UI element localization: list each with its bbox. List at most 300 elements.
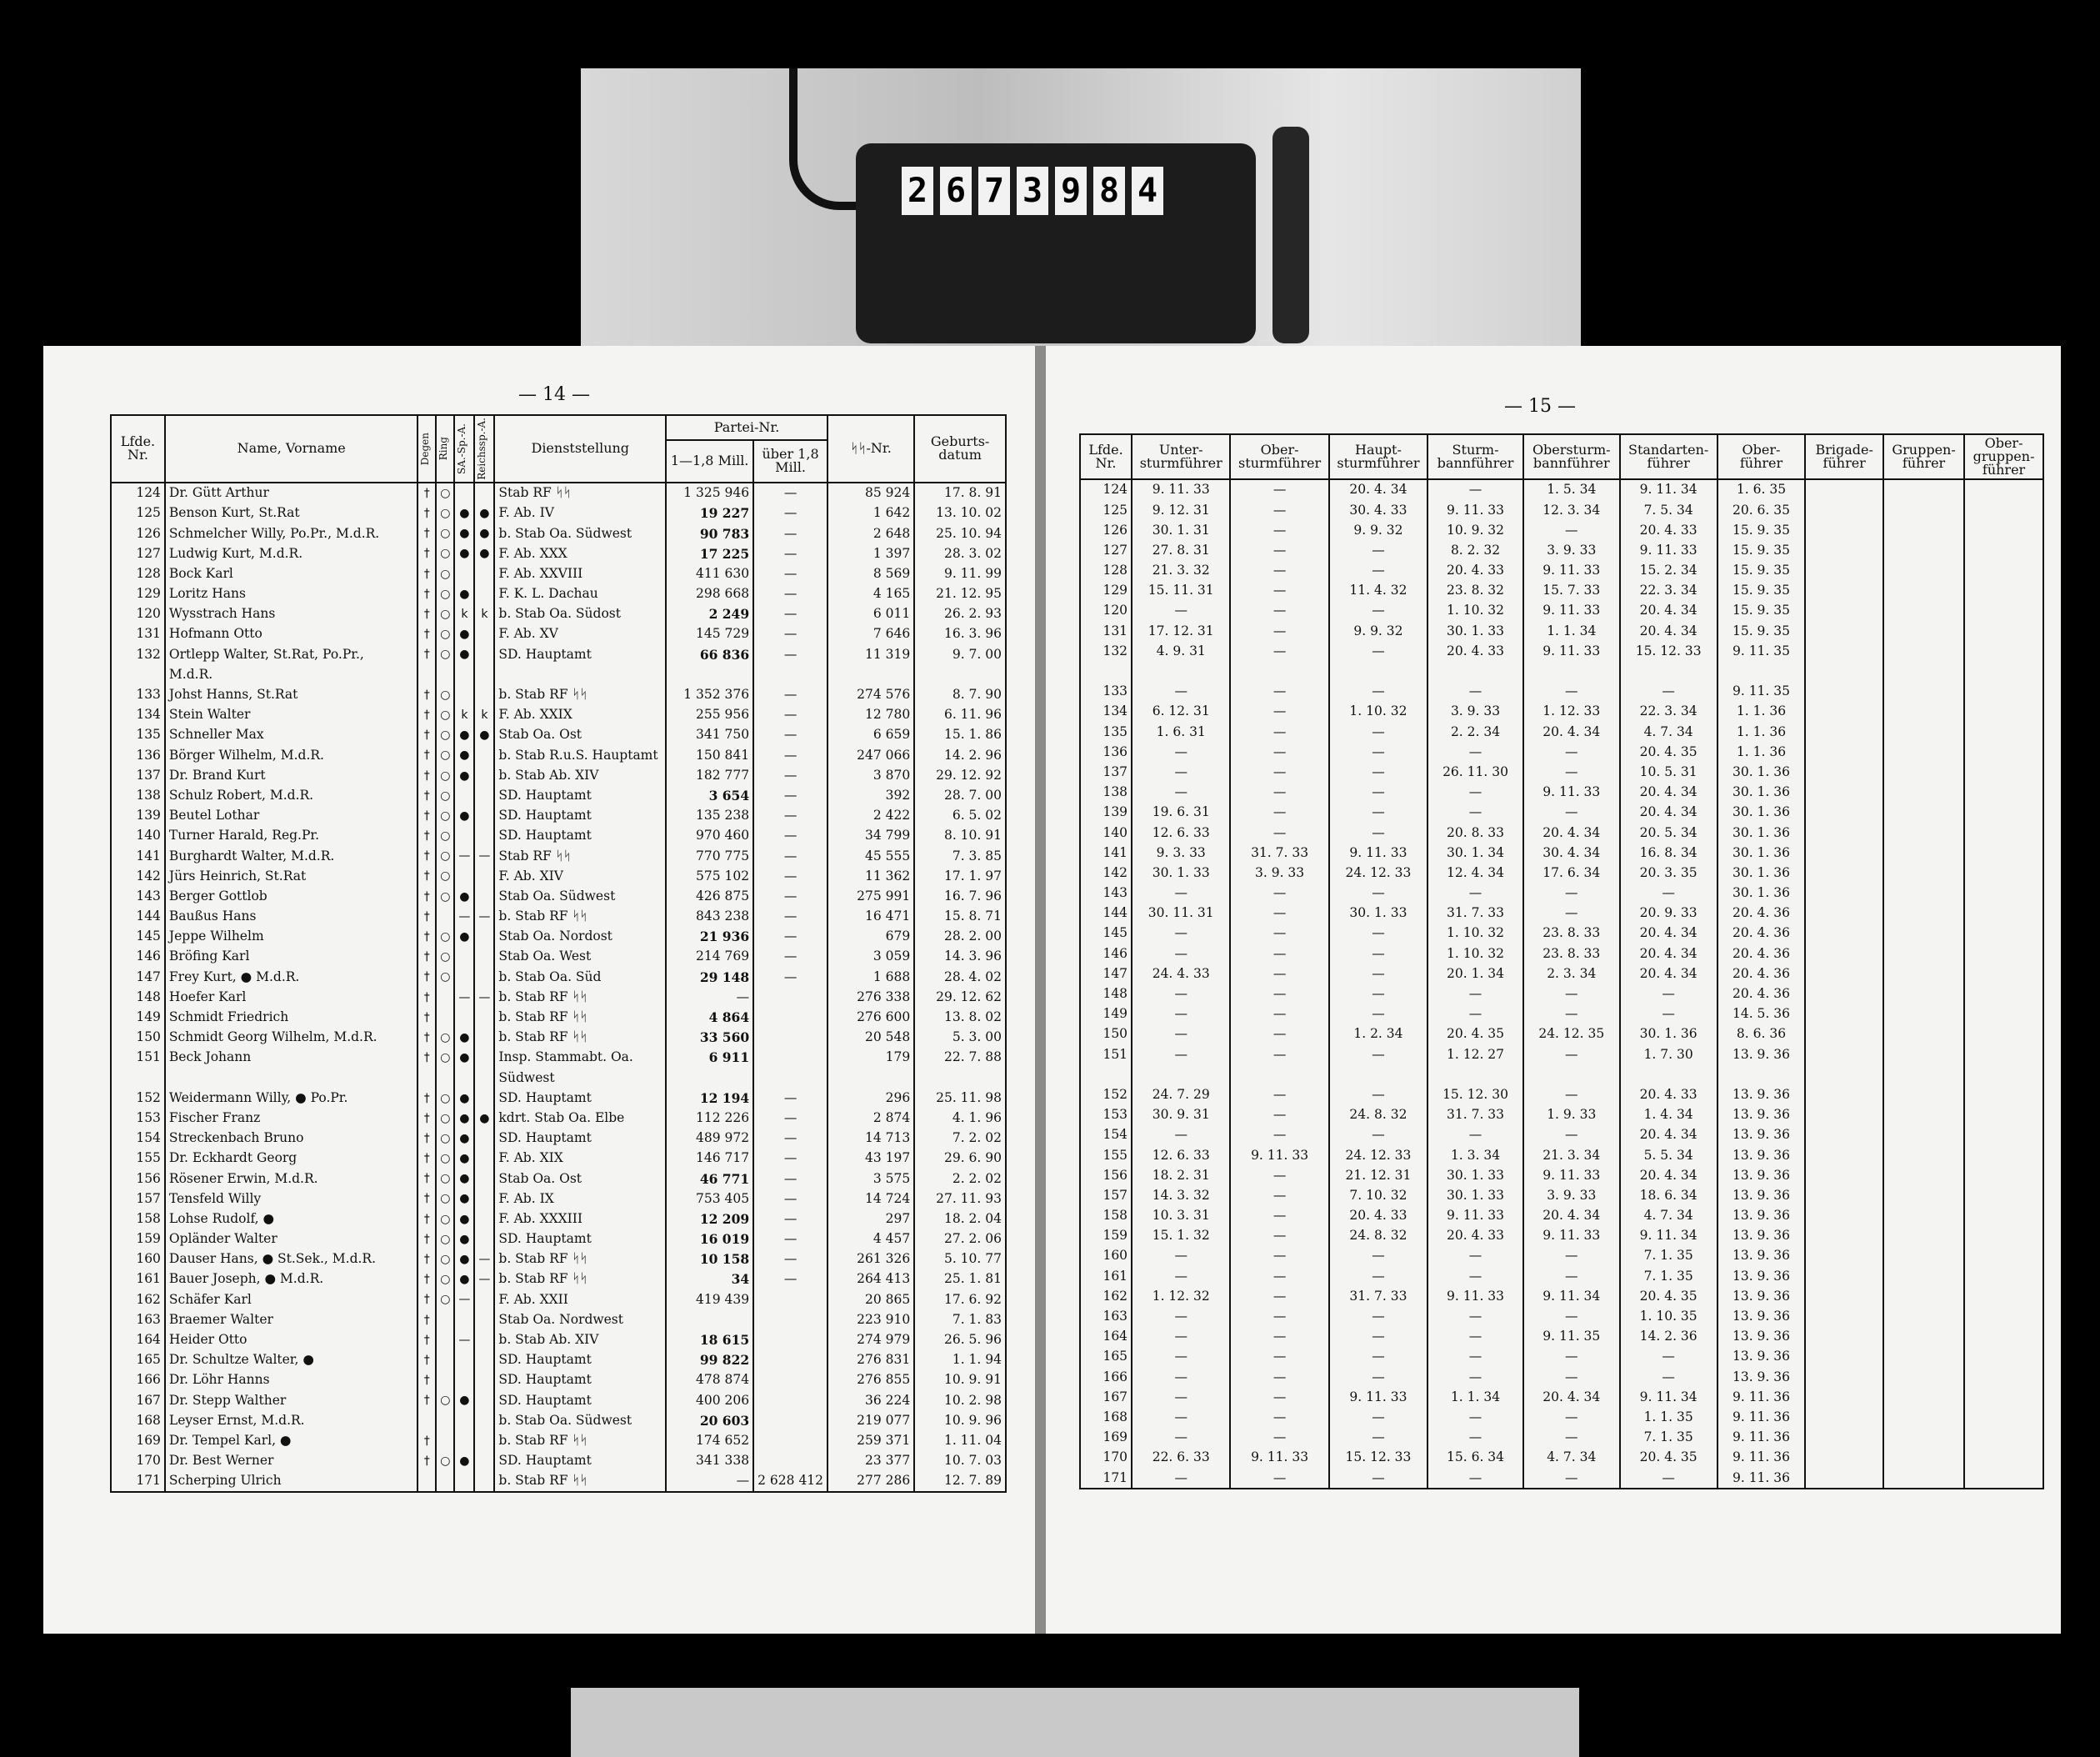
rank-date: [1805, 702, 1883, 722]
dienststellung: F. Ab. XXVIII: [494, 564, 666, 584]
partei-nr-a: 12 194: [666, 1088, 753, 1108]
partei-nr-b: —: [753, 967, 828, 987]
dienststellung: b. Stab RF ᛋᛋ: [494, 1249, 666, 1269]
rank-date: 20. 4. 34: [1620, 924, 1718, 944]
sa-mark: [454, 483, 474, 503]
ring-mark: ○: [436, 1209, 454, 1229]
lfd-nr: 155: [111, 1149, 165, 1169]
partei-nr-a: 3 654: [666, 786, 753, 806]
lfd-nr: [1080, 1064, 1132, 1084]
degen-mark: †: [418, 826, 436, 846]
sa-mark: [454, 1350, 474, 1370]
partei-nr-a: 843 238: [666, 907, 753, 927]
ss-nr: 1 642: [828, 503, 914, 523]
rank-date: —: [1329, 561, 1428, 581]
partei-nr-b: —: [753, 826, 828, 846]
ss-nr: 276 600: [828, 1008, 914, 1028]
ring-mark: ○: [436, 1028, 454, 1048]
reich-mark: [474, 664, 494, 684]
rank-date: —: [1428, 1327, 1523, 1347]
ss-nr: 247 066: [828, 745, 914, 765]
rank-date: —: [1230, 1105, 1328, 1125]
geburtsdatum: [914, 1068, 1006, 1088]
person-name: Bröfing Karl: [165, 947, 418, 967]
ss-nr: 85 924: [828, 483, 914, 503]
rank-date: [1805, 1246, 1883, 1266]
partei-nr-a: 575 102: [666, 866, 753, 886]
degen-mark: [418, 664, 436, 684]
header-reich: Reichssp.-A.: [476, 418, 488, 480]
counter-digit: 4: [1132, 167, 1163, 215]
partei-nr-a: 298 668: [666, 584, 753, 604]
partei-nr-b: —: [753, 584, 828, 604]
sa-mark: k: [454, 705, 474, 725]
dienststellung: SD. Hauptamt: [494, 1390, 666, 1410]
table-row: [111, 826, 1006, 846]
sa-mark: ●: [454, 1109, 474, 1129]
rank-date: —: [1230, 823, 1328, 843]
ring-mark: [436, 907, 454, 927]
rank-date: [1964, 479, 2043, 500]
dienststellung: Stab Oa. Ost: [494, 1169, 666, 1189]
ring-mark: [436, 987, 454, 1007]
partei-nr-b: —: [753, 1149, 828, 1169]
lfd-nr: 163: [1080, 1307, 1132, 1327]
rank-date: 30. 1. 36: [1718, 863, 1806, 884]
partei-nr-b: —: [753, 564, 828, 584]
table-row: [111, 1309, 1006, 1329]
rank-date: —: [1230, 1428, 1328, 1448]
rank-date: —: [1230, 1468, 1328, 1489]
lfd-nr: 166: [1080, 1367, 1132, 1387]
dienststellung: b. Stab Oa. Süd: [494, 967, 666, 987]
partei-nr-b: —: [753, 685, 828, 705]
dienststellung: [494, 664, 666, 684]
degen-mark: †: [418, 1169, 436, 1189]
lfd-nr: 168: [111, 1410, 165, 1430]
rank-date: [1805, 1387, 1883, 1407]
counter-digit: 6: [940, 167, 972, 215]
rank-date: [1883, 642, 1964, 662]
table-row: [1080, 742, 2043, 762]
rank-date: [1964, 642, 2043, 662]
reich-mark: ●: [474, 1109, 494, 1129]
sa-mark: [454, 1410, 474, 1430]
rank-date: —: [1132, 924, 1230, 944]
rank-date: —: [1132, 1408, 1230, 1428]
lfd-nr: 147: [111, 967, 165, 987]
sa-mark: [454, 866, 474, 886]
rank-date: [1805, 479, 1883, 500]
rank-date: —: [1132, 1125, 1230, 1145]
degen-mark: †: [418, 483, 436, 503]
table-row: [111, 967, 1006, 987]
person-name: Schmelcher Willy, Po.Pr., M.d.R.: [165, 523, 418, 543]
rank-date: —: [1132, 1307, 1230, 1327]
ring-mark: ○: [436, 1048, 454, 1068]
rank-date: 24. 8. 32: [1329, 1226, 1428, 1246]
partei-nr-a: 16 019: [666, 1229, 753, 1249]
rank-date: 9. 11. 36: [1718, 1448, 1806, 1468]
degen-mark: †: [418, 1189, 436, 1209]
partei-nr-b: —: [753, 503, 828, 523]
rank-date: [1964, 944, 2043, 964]
counter-digit: 8: [1093, 167, 1125, 215]
rank-date: [1964, 823, 2043, 843]
rank-date: 20. 4. 34: [1620, 621, 1718, 641]
lfd-nr: 159: [111, 1229, 165, 1249]
rank-date: 12. 6. 33: [1132, 1145, 1230, 1165]
rank-date: 20. 4. 34: [1620, 1125, 1718, 1145]
partei-nr-b: —: [753, 786, 828, 806]
rank-date: —: [1620, 884, 1718, 904]
lfd-nr: 171: [111, 1471, 165, 1492]
degen-mark: †: [418, 705, 436, 725]
partei-nr-a: 146 717: [666, 1149, 753, 1169]
rank-date: [1523, 1064, 1620, 1084]
partei-nr-b: [753, 1048, 828, 1068]
rank-date: [1964, 561, 2043, 581]
partei-nr-b: [753, 987, 828, 1007]
person-name: Lohse Rudolf, ●: [165, 1209, 418, 1229]
rank-date: 7. 1. 35: [1620, 1266, 1718, 1286]
rank-date: [1805, 601, 1883, 621]
rank-date: 20. 4. 33: [1329, 1206, 1428, 1226]
rank-date: [1805, 561, 1883, 581]
partei-nr-a: 4 864: [666, 1008, 753, 1028]
person-name: [165, 1068, 418, 1088]
degen-mark: †: [418, 1008, 436, 1028]
table-row: [1080, 1387, 2043, 1407]
rank-date: —: [1230, 742, 1328, 762]
dienststellung: F. Ab. IV: [494, 503, 666, 523]
sa-mark: —: [454, 907, 474, 927]
ring-mark: ○: [436, 765, 454, 785]
rank-date: 9. 11. 33: [1523, 601, 1620, 621]
rank-date: 5. 5. 34: [1620, 1145, 1718, 1165]
rank-date: [1883, 783, 1964, 803]
rank-date: 9. 3. 33: [1132, 843, 1230, 863]
rank-date: 1. 4. 34: [1620, 1105, 1718, 1125]
dienststellung: F. Ab. XV: [494, 624, 666, 644]
table-row: [1080, 1024, 2043, 1044]
counter-digits: [902, 167, 1163, 215]
lfd-nr: 161: [1080, 1266, 1132, 1286]
person-name: Schneller Max: [165, 725, 418, 745]
table-row: [1080, 561, 2043, 581]
table-row: [1080, 944, 2043, 964]
degen-mark: †: [418, 947, 436, 967]
rank-date: —: [1428, 742, 1523, 762]
geburtsdatum: 28. 7. 00: [914, 786, 1006, 806]
counter-digit: 3: [1017, 167, 1048, 215]
partei-nr-a: 33 560: [666, 1028, 753, 1048]
rank-date: 9. 9. 32: [1329, 621, 1428, 641]
person-name: Ludwig Kurt, M.d.R.: [165, 543, 418, 563]
rank-date: 13. 9. 36: [1718, 1266, 1806, 1286]
rank-date: [1964, 924, 2043, 944]
rank-date: —: [1132, 1367, 1230, 1387]
lfd-nr: 164: [1080, 1327, 1132, 1347]
ring-mark: ○: [436, 826, 454, 846]
rank-date: [1805, 1085, 1883, 1105]
rank-date: [1883, 1468, 1964, 1489]
table-row: [111, 1149, 1006, 1169]
geburtsdatum: 5. 10. 77: [914, 1249, 1006, 1269]
rank-date: 13. 9. 36: [1718, 1367, 1806, 1387]
reich-mark: [474, 1068, 494, 1088]
lfd-nr: 138: [1080, 783, 1132, 803]
partei-nr-a: —: [666, 1471, 753, 1492]
geburtsdatum: 29. 12. 62: [914, 987, 1006, 1007]
table-row: [1080, 662, 2043, 682]
dienststellung: SD. Hauptamt: [494, 1129, 666, 1149]
rank-date: 20. 4. 33: [1428, 642, 1523, 662]
ss-nr: 3 059: [828, 947, 914, 967]
person-name: Weidermann Willy, ● Po.Pr.: [165, 1088, 418, 1108]
ss-nr: 45 555: [828, 846, 914, 866]
rank-date: 11. 4. 32: [1329, 581, 1428, 601]
ss-nr: 392: [828, 786, 914, 806]
rank-date: —: [1428, 1125, 1523, 1145]
rank-date: —: [1230, 1044, 1328, 1064]
rank-date: [1964, 1085, 2043, 1105]
rank-date: 8. 2. 32: [1428, 541, 1523, 561]
rank-date: [1964, 763, 2043, 783]
rank-date: —: [1523, 742, 1620, 762]
ring-mark: ○: [436, 483, 454, 503]
sa-mark: [454, 967, 474, 987]
rank-date: [1805, 884, 1883, 904]
geburtsdatum: 9. 7. 00: [914, 644, 1006, 664]
rank-header: Standarten- führer: [1620, 434, 1718, 479]
rank-date: 1. 9. 33: [1523, 1105, 1620, 1125]
rank-date: [1883, 601, 1964, 621]
table-row: [1080, 1246, 2043, 1266]
rank-date: 1. 1. 36: [1718, 702, 1806, 722]
ring-mark: ○: [436, 624, 454, 644]
rank-header: Ober- führer: [1718, 434, 1806, 479]
rank-date: 15. 9. 35: [1718, 581, 1806, 601]
reich-mark: [474, 1129, 494, 1149]
lfd-nr: 128: [111, 564, 165, 584]
rank-date: —: [1329, 601, 1428, 621]
lfd-nr: 137: [111, 765, 165, 785]
rank-date: [1805, 642, 1883, 662]
geburtsdatum: 6. 5. 02: [914, 806, 1006, 826]
ring-mark: [436, 1068, 454, 1088]
partei-nr-a: 21 936: [666, 927, 753, 947]
rank-date: 15. 12. 33: [1329, 1448, 1428, 1468]
ss-nr: 8 569: [828, 564, 914, 584]
rank-date: —: [1428, 479, 1523, 500]
rank-date: [1805, 1347, 1883, 1367]
rank-date: [1805, 783, 1883, 803]
ss-nr: 3 575: [828, 1169, 914, 1189]
ring-mark: ○: [436, 1451, 454, 1471]
rank-date: [1964, 1044, 2043, 1064]
partei-nr-a: 150 841: [666, 745, 753, 765]
ring-mark: ○: [436, 1169, 454, 1189]
rank-date: [1964, 722, 2043, 742]
partei-nr-b: —: [753, 745, 828, 765]
ring-mark: ○: [436, 927, 454, 947]
sa-mark: ●: [454, 1149, 474, 1169]
partei-nr-b: [753, 1390, 828, 1410]
lfd-nr: 131: [111, 624, 165, 644]
rank-date: —: [1428, 783, 1523, 803]
partei-nr-b: —: [753, 1209, 828, 1229]
lfd-nr: 137: [1080, 763, 1132, 783]
geburtsdatum: 28. 3. 02: [914, 543, 1006, 563]
ring-mark: ○: [436, 584, 454, 604]
dienststellung: Stab Oa. West: [494, 947, 666, 967]
rank-date: 20. 4. 34: [1620, 944, 1718, 964]
rank-date: [1805, 1044, 1883, 1064]
rank-date: 4. 7. 34: [1620, 722, 1718, 742]
reich-mark: [474, 1350, 494, 1370]
ring-mark: ○: [436, 1269, 454, 1289]
person-name: Ortlepp Walter, St.Rat, Po.Pr.,: [165, 644, 418, 664]
lfd-nr: 167: [111, 1390, 165, 1410]
lfd-nr: 171: [1080, 1468, 1132, 1489]
person-name: Dr. Tempel Karl, ●: [165, 1431, 418, 1451]
ring-mark: [436, 1330, 454, 1350]
rank-date: —: [1132, 1428, 1230, 1448]
lfd-nr: 141: [111, 846, 165, 866]
rank-date: 20. 4. 36: [1718, 964, 1806, 984]
lfd-nr: 147: [1080, 964, 1132, 984]
lfd-nr: 163: [111, 1309, 165, 1329]
degen-mark: †: [418, 1129, 436, 1149]
table-row: [1080, 1145, 2043, 1165]
lfd-nr: 146: [1080, 944, 1132, 964]
degen-mark: †: [418, 584, 436, 604]
reich-mark: [474, 1309, 494, 1329]
lfd-nr: 148: [111, 987, 165, 1007]
geburtsdatum: 26. 2. 93: [914, 604, 1006, 624]
rank-date: 9. 11. 33: [1523, 561, 1620, 581]
rank-date: —: [1428, 682, 1523, 702]
rank-date: 3. 9. 33: [1230, 863, 1328, 884]
counter-digit: 2: [902, 167, 933, 215]
rank-date: 30. 9. 31: [1132, 1105, 1230, 1125]
rank-date: —: [1230, 479, 1328, 500]
rank-date: 9. 11. 36: [1718, 1468, 1806, 1489]
rank-date: [1718, 662, 1806, 682]
rank-date: —: [1329, 884, 1428, 904]
lfd-nr: 148: [1080, 984, 1132, 1004]
degen-mark: †: [418, 1149, 436, 1169]
reich-mark: —: [474, 1269, 494, 1289]
rank-date: [1805, 944, 1883, 964]
geburtsdatum: 10. 9. 91: [914, 1370, 1006, 1390]
rank-date: 1. 10. 32: [1428, 924, 1523, 944]
rank-date: —: [1132, 1387, 1230, 1407]
header-lfd: Lfde. Nr.: [111, 415, 165, 483]
lfd-nr: 127: [111, 543, 165, 563]
rank-date: [1805, 1367, 1883, 1387]
dienststellung: SD. Hauptamt: [494, 1229, 666, 1249]
person-name: Berger Gottlob: [165, 887, 418, 907]
rank-date: [1883, 924, 1964, 944]
person-name: Dr. Best Werner: [165, 1451, 418, 1471]
rank-date: —: [1523, 1044, 1620, 1064]
person-name: Turner Harald, Reg.Pr.: [165, 826, 418, 846]
lfd-nr: 165: [1080, 1347, 1132, 1367]
dienststellung: b. Stab RF ᛋᛋ: [494, 1269, 666, 1289]
lfd-nr: 160: [1080, 1246, 1132, 1266]
rank-date: 1. 3. 34: [1428, 1145, 1523, 1165]
degen-mark: †: [418, 644, 436, 664]
geburtsdatum: 13. 10. 02: [914, 503, 1006, 523]
partei-nr-a: 145 729: [666, 624, 753, 644]
degen-mark: †: [418, 806, 436, 826]
person-name: Frey Kurt, ● M.d.R.: [165, 967, 418, 987]
table-row: [1080, 863, 2043, 884]
geburtsdatum: 15. 1. 86: [914, 725, 1006, 745]
sa-mark: ●: [454, 1209, 474, 1229]
lfd-nr: 161: [111, 1269, 165, 1289]
sa-mark: ●: [454, 745, 474, 765]
rank-date: [1805, 1226, 1883, 1246]
header-sa: SA.-Sp.-A.: [456, 423, 468, 474]
rank-date: [1964, 1307, 2043, 1327]
reich-mark: [474, 1028, 494, 1048]
lfd-nr: [1080, 662, 1132, 682]
rank-date: [1329, 1064, 1428, 1084]
rank-date: 20. 9. 33: [1620, 904, 1718, 924]
page-number-right: — 15 —: [1504, 396, 1576, 417]
partei-nr-b: [753, 664, 828, 684]
rank-date: —: [1230, 1347, 1328, 1367]
lfd-nr: 127: [1080, 541, 1132, 561]
lfd-nr: 166: [111, 1370, 165, 1390]
reich-mark: [474, 866, 494, 886]
rank-date: 2. 3. 34: [1523, 964, 1620, 984]
person-name: Bauer Joseph, ● M.d.R.: [165, 1269, 418, 1289]
rank-date: 23. 8. 32: [1428, 581, 1523, 601]
degen-mark: †: [418, 1249, 436, 1269]
degen-mark: †: [418, 887, 436, 907]
degen-mark: †: [418, 604, 436, 624]
rank-date: [1964, 1468, 2043, 1489]
ring-mark: [436, 1350, 454, 1370]
rank-date: 30. 1. 34: [1428, 843, 1523, 863]
reich-mark: [474, 826, 494, 846]
geburtsdatum: 9. 11. 99: [914, 564, 1006, 584]
reich-mark: —: [474, 987, 494, 1007]
reich-mark: [474, 765, 494, 785]
geburtsdatum: 2. 2. 02: [914, 1169, 1006, 1189]
rank-date: 12. 6. 33: [1132, 823, 1230, 843]
rank-date: [1805, 682, 1883, 702]
rank-date: —: [1329, 1246, 1428, 1266]
table-row: [111, 664, 1006, 684]
partei-nr-a: 29 148: [666, 967, 753, 987]
ring-mark: [436, 1309, 454, 1329]
sa-mark: [454, 564, 474, 584]
partei-nr-a: [666, 1068, 753, 1088]
rank-date: 1. 12. 33: [1523, 702, 1620, 722]
ss-nr: 1 688: [828, 967, 914, 987]
partei-nr-a: 1 352 376: [666, 685, 753, 705]
lfd-nr: 144: [1080, 904, 1132, 924]
lfd-nr: 125: [1080, 500, 1132, 520]
dienststellung: b. Stab Ab. XIV: [494, 765, 666, 785]
rank-date: 3. 9. 33: [1523, 541, 1620, 561]
ring-mark: ○: [436, 745, 454, 765]
